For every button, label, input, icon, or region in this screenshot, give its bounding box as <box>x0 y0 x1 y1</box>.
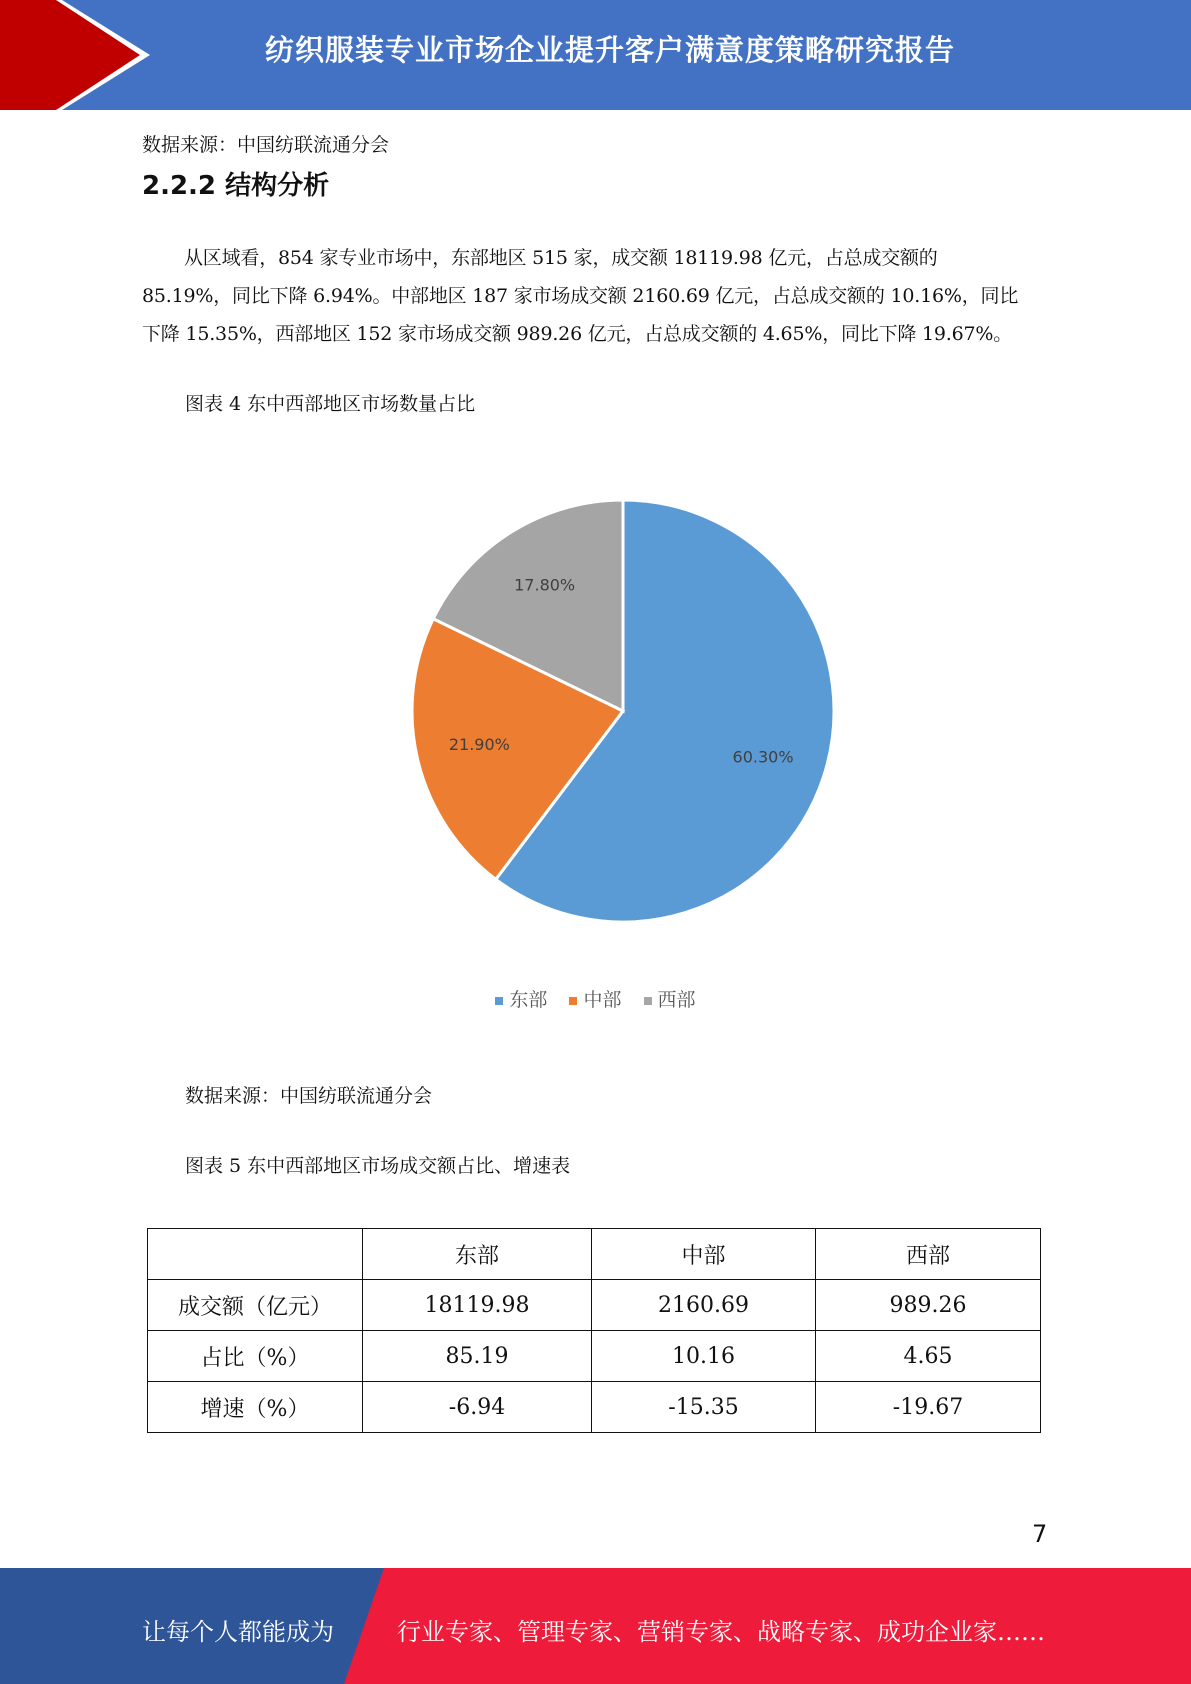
table-cell: -6.94 <box>363 1382 592 1433</box>
table-cell: 85.19 <box>363 1331 592 1382</box>
pie-label-west: 17.80% <box>514 575 576 595</box>
legend-item-east <box>495 985 547 1012</box>
pie-chart-svg <box>0 430 1191 1030</box>
table-cell: 中部 <box>592 1229 816 1280</box>
legend-label: 东部 <box>509 989 548 1011</box>
table-cell: 18119.98 <box>363 1280 592 1331</box>
table-row <box>148 1382 1041 1433</box>
table-cell <box>148 1229 363 1280</box>
table-cell: 增速（%） <box>148 1382 363 1433</box>
header-bar <box>0 0 1191 110</box>
table-header-row <box>148 1229 1041 1280</box>
legend-swatch <box>495 997 503 1005</box>
paragraph-line: 85.19%，同比下降 6.94%。中部地区 187 家市场成交额 2160.69 亿元，占总成交额的 10.16%，同比 <box>142 285 1019 307</box>
legend-label: 西部 <box>657 989 696 1011</box>
data-table <box>147 1228 1041 1433</box>
figure4-caption: 图表 4 东中西部地区市场数量占比 <box>185 393 476 415</box>
table-row <box>148 1331 1041 1382</box>
source-note-top: 数据来源：中国纺联流通分会 <box>142 134 390 156</box>
legend-item-central <box>569 985 621 1012</box>
paragraph-line: 从区域看，854 家专业市场中，东部地区 515 家，成交额 18119.98 亿元，占总成交额的 <box>184 247 938 269</box>
table-cell: 西部 <box>816 1229 1041 1280</box>
page-number: 7 <box>1032 1520 1048 1548</box>
table-cell: -15.35 <box>592 1382 816 1433</box>
table-cell: 10.16 <box>592 1331 816 1382</box>
figure5-caption: 图表 5 东中西部地区市场成交额占比、增速表 <box>185 1155 571 1177</box>
analysis-paragraph <box>142 239 1052 353</box>
header-chevron-icon <box>0 0 160 110</box>
table-cell: -19.67 <box>816 1382 1041 1433</box>
legend-swatch <box>644 997 652 1005</box>
source-note-mid: 数据来源：中国纺联流通分会 <box>185 1085 433 1107</box>
report-title: 纺织服装专业市场企业提升客户满意度策略研究报告 <box>264 33 955 67</box>
table-cell: 4.65 <box>816 1331 1041 1382</box>
pie-label-east: 60.30% <box>732 747 794 767</box>
paragraph-line: 下降 15.35%，西部地区 152 家市场成交额 989.26 亿元，占总成交额的 4.65%，同比下降 19.67%。 <box>142 323 1013 345</box>
section-heading: 2.2.2 结构分析 <box>142 171 330 201</box>
pie-label-central: 21.90% <box>448 734 510 754</box>
footer-slogan-right: 行业专家、管理专家、营销专家、战略专家、成功企业家…… <box>397 1618 1045 1646</box>
table-cell: 2160.69 <box>592 1280 816 1331</box>
table-row <box>148 1280 1041 1331</box>
legend-swatch <box>569 997 577 1005</box>
table-cell: 占比（%） <box>148 1331 363 1382</box>
footer-slogan-left: 让每个人都能成为 <box>142 1618 334 1646</box>
table-cell: 989.26 <box>816 1280 1041 1331</box>
legend-item-west <box>644 985 696 1012</box>
table-cell: 成交额（亿元） <box>148 1280 363 1331</box>
pie-chart <box>0 430 1191 1030</box>
chart-legend <box>0 985 1191 1012</box>
table-cell: 东部 <box>363 1229 592 1280</box>
legend-label: 中部 <box>583 989 622 1011</box>
